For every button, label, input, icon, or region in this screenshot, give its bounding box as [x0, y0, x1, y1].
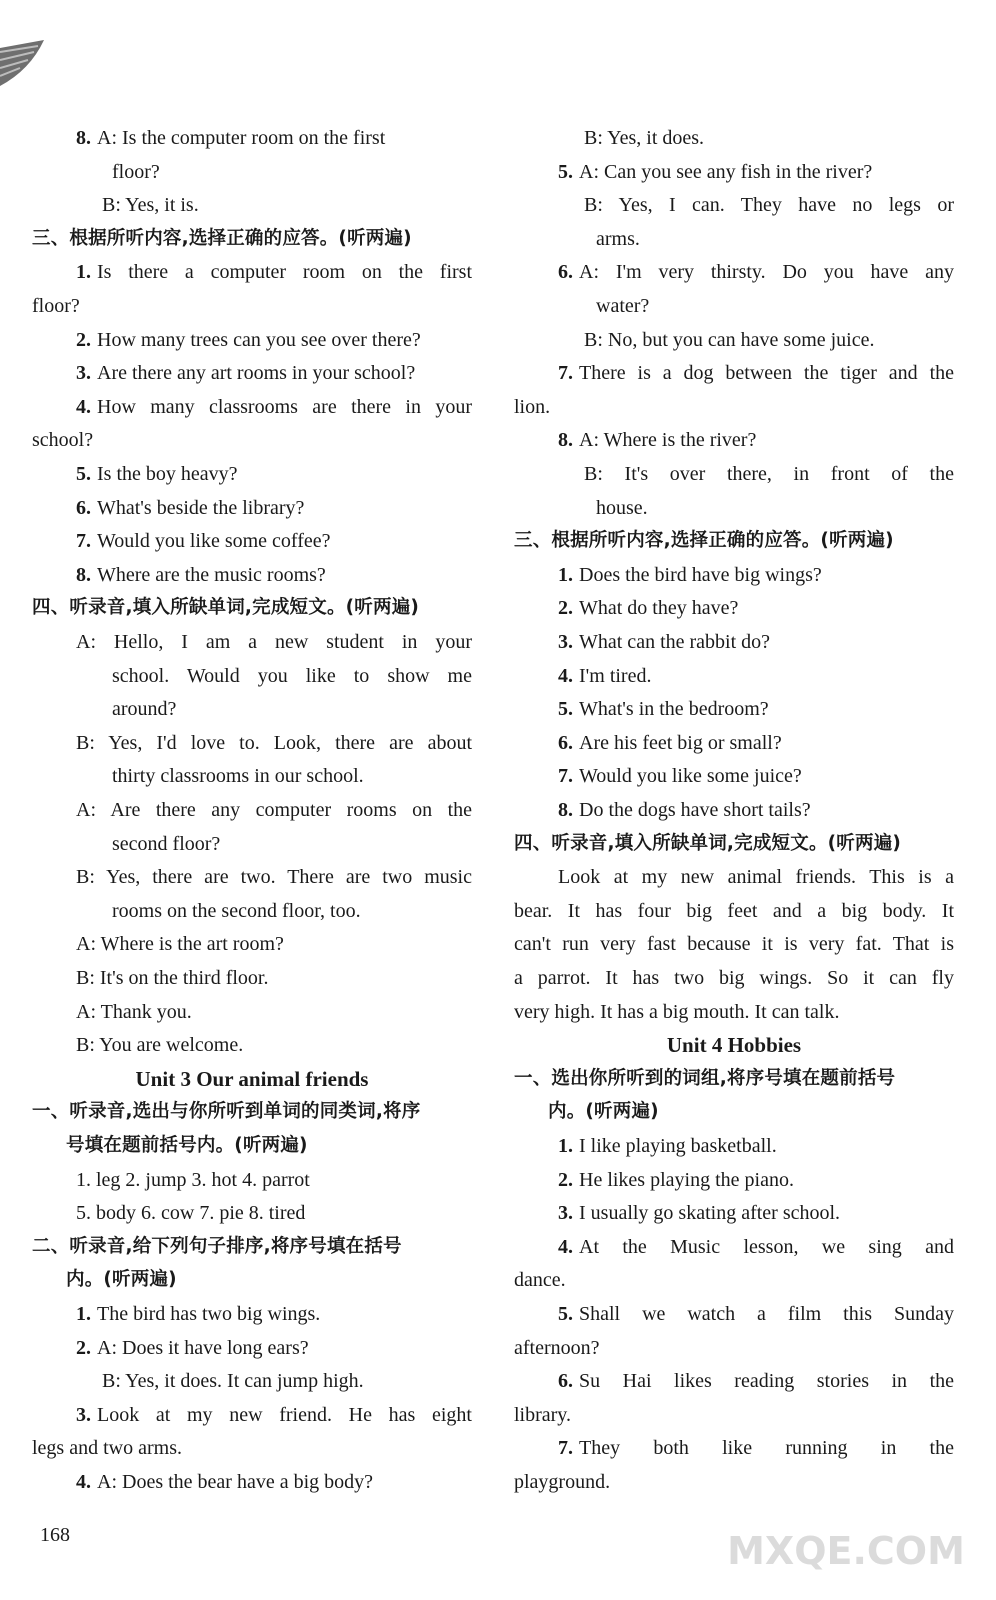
line-text: How many classrooms are there in your [97, 395, 472, 418]
line-text: Is the boy heavy? [97, 463, 238, 485]
item-number: 7. [558, 1437, 573, 1460]
text-line [558, 426, 756, 456]
line-text: A: Does the bear have a big body? [97, 1471, 374, 1493]
line-text: Do the dogs have short tails? [579, 799, 811, 821]
section-heading [32, 594, 419, 624]
line-text: 号填在题前括号内。(听两遍) [66, 1135, 308, 1156]
line-text: Would you like some coffee? [97, 530, 331, 553]
line-text: bear. It has four big feet and a big body. It [514, 899, 954, 922]
text-line [32, 1434, 182, 1464]
text-line [76, 1468, 373, 1498]
text-line [76, 561, 326, 591]
text-line [112, 695, 176, 725]
text-line [558, 863, 954, 893]
item-number: 8. [76, 127, 91, 149]
unit-title [32, 1065, 472, 1095]
text-line [76, 1300, 320, 1330]
text-line [558, 628, 770, 658]
text-line [76, 863, 472, 893]
line-text: house. [596, 496, 648, 519]
watermark-logo [726, 1520, 966, 1578]
section-heading [514, 1065, 895, 1095]
item-number: 8. [558, 429, 573, 452]
text-line [32, 292, 80, 322]
line-text: A: I'm very thirsty. Do you have any [579, 261, 954, 284]
text-line [76, 930, 284, 960]
text-line [76, 494, 304, 524]
line-text: B: Yes, it does. [584, 127, 705, 149]
line-text: B: Yes, I'd love to. Look, there are about [76, 731, 472, 754]
text-line [112, 158, 160, 188]
text-line [514, 393, 550, 423]
section-heading [514, 830, 901, 860]
text-line [514, 964, 954, 994]
line-text: 内。(听两遍) [66, 1269, 177, 1291]
text-line [558, 359, 954, 389]
text-line [112, 897, 361, 927]
line-text: A: Hello, I am a new student in your [76, 631, 472, 653]
item-number: 4. [76, 1471, 91, 1493]
line-text: around? [112, 698, 177, 721]
line-text: Are there any art rooms in your school? [97, 362, 416, 385]
line-text: What's in the bedroom? [579, 698, 769, 721]
line-text: can't run very fast because it is very fat. That is [514, 933, 954, 956]
line-text: 一、选出你所听到的词组,将序号填在题前括号 [514, 1067, 896, 1089]
text-line [558, 1132, 777, 1162]
line-text: rooms on the second floor, too. [112, 899, 361, 922]
item-number: 1. [76, 261, 91, 284]
text-line [514, 1468, 610, 1498]
text-line [558, 762, 802, 792]
item-number: 4. [558, 1235, 573, 1258]
line-text: Shall we watch a film this Sunday [579, 1303, 954, 1325]
line-text: A: Is the computer room on the first [97, 127, 386, 149]
text-line [514, 930, 954, 960]
item-number: 1. [76, 1303, 91, 1325]
text-line [76, 964, 268, 994]
line-text: B: Yes, I can. They have no legs or [584, 194, 954, 217]
line-text: What's beside the library? [97, 496, 305, 519]
text-line [596, 225, 640, 255]
section-heading [514, 527, 894, 557]
text-line [76, 1166, 310, 1196]
text-line [558, 1434, 954, 1464]
text-line [76, 998, 192, 1028]
line-text: 四、听录音,填入所缺单词,完成短文。(听两遍) [514, 832, 902, 854]
item-number: 6. [558, 731, 573, 754]
text-line [76, 124, 385, 154]
line-text: Look at my new friend. He has eight [97, 1403, 472, 1426]
text-line [558, 594, 738, 624]
line-text: school? [32, 429, 94, 452]
line-text: Unit 4 Hobbies [666, 1033, 802, 1058]
line-text: What do they have? [579, 597, 739, 620]
text-line [558, 729, 782, 759]
text-line [558, 662, 651, 692]
text-line [76, 393, 472, 423]
line-text: There is a dog between the tiger and the [579, 362, 954, 385]
line-text: lion. [514, 395, 551, 418]
line-text: water? [596, 295, 650, 317]
item-number: 1. [558, 1135, 573, 1157]
item-number: 4. [76, 395, 91, 418]
line-text: A: Thank you. [76, 1000, 192, 1023]
line-text: 5. body 6. cow 7. pie 8. tired [76, 1202, 306, 1225]
line-text: B: Yes, it does. It can jump high. [102, 1370, 364, 1393]
text-line [596, 494, 648, 524]
line-text: B: Yes, it is. [102, 194, 199, 217]
line-text: Is there a computer room on the first [97, 261, 472, 284]
line-text: I like playing basketball. [579, 1135, 777, 1157]
line-text: floor? [112, 160, 160, 183]
line-text: Where are the music rooms? [97, 563, 326, 586]
item-number: 6. [76, 496, 91, 519]
line-text: A: Can you see any fish in the river? [579, 160, 873, 183]
item-number: 4. [558, 664, 573, 687]
line-text: afternoon? [514, 1336, 600, 1359]
watermark-text: MXQE.COM [727, 1529, 965, 1573]
text-line [112, 830, 220, 860]
line-text: 二、听录音,给下列句子排序,将序号填在括号 [32, 1235, 402, 1257]
section-heading [32, 1098, 420, 1128]
text-line [558, 258, 954, 288]
line-text: a parrot. It has two big wings. So it can fly [514, 967, 954, 989]
text-line [584, 460, 954, 490]
item-number: 3. [76, 362, 91, 385]
text-line [76, 258, 472, 288]
page-number: 168 [40, 1524, 70, 1546]
line-text: library. [514, 1403, 572, 1426]
line-text: 三、根据所听内容,选择正确的应答。(听两遍) [514, 530, 894, 552]
text-line [514, 998, 839, 1028]
line-text: 一、听录音,选出与你所听到单词的同类词,将序 [32, 1101, 421, 1123]
item-number: 5. [558, 1303, 573, 1325]
unit-title [514, 1031, 954, 1061]
text-line [558, 796, 811, 826]
text-line [76, 1401, 472, 1431]
text-line [76, 1031, 243, 1061]
line-text: How many trees can you see over there? [97, 328, 421, 351]
item-number: 6. [558, 261, 573, 284]
line-text: arms. [596, 227, 640, 250]
line-text: 三、根据所听内容,选择正确的应答。(听两遍) [32, 227, 412, 249]
line-text: legs and two arms. [32, 1437, 182, 1460]
text-line [102, 1367, 364, 1397]
item-number: 7. [558, 362, 573, 385]
line-text: B: It's on the third floor. [76, 967, 269, 989]
line-text: B: You are welcome. [76, 1034, 244, 1057]
section-heading [32, 1233, 402, 1263]
text-line [514, 897, 954, 927]
item-number: 3. [558, 631, 573, 653]
line-text: What can the rabbit do? [579, 631, 771, 653]
line-text: floor? [32, 295, 80, 317]
text-line [558, 695, 769, 725]
item-number: 8. [558, 799, 573, 821]
text-line [584, 124, 704, 154]
text-line [112, 762, 364, 792]
text-line [558, 1367, 954, 1397]
item-number: 2. [76, 328, 91, 351]
line-text: B: No, but you can have some juice. [584, 328, 875, 351]
line-text: At the Music lesson, we sing and [579, 1235, 954, 1258]
line-text: very high. It has a big mouth. It can talk. [514, 1000, 840, 1023]
section-heading [66, 1266, 177, 1296]
item-number: 1. [558, 563, 573, 586]
line-text: Unit 3 Our animal friends [135, 1066, 369, 1091]
text-line [76, 729, 472, 759]
line-text: B: It's over there, in front of the [584, 463, 954, 485]
item-number: 5. [558, 698, 573, 721]
line-text: second floor? [112, 832, 221, 855]
line-text: I usually go skating after school. [579, 1202, 841, 1225]
item-number: 7. [76, 530, 91, 553]
line-text: Look at my new animal friends. This is a [558, 866, 954, 889]
text-line [102, 191, 199, 221]
text-line [558, 561, 822, 591]
corner-decoration-icon [0, 40, 50, 88]
line-text: I'm tired. [579, 664, 652, 687]
item-number: 2. [558, 597, 573, 620]
line-text: Are his feet big or small? [579, 731, 782, 754]
line-text: 1. leg 2. jump 3. hot 4. parrot [76, 1168, 310, 1191]
text-line [76, 359, 415, 389]
text-line [514, 1401, 571, 1431]
text-line [76, 628, 472, 658]
line-text: school. Would you like to show me [112, 664, 472, 687]
section-heading [548, 1098, 659, 1128]
text-line [558, 158, 872, 188]
item-number: 3. [76, 1403, 91, 1426]
line-text: A: Does it have long ears? [97, 1336, 309, 1359]
item-number: 7. [558, 765, 573, 788]
text-line [558, 1233, 954, 1263]
text-line [76, 460, 238, 490]
section-heading [66, 1132, 308, 1162]
line-text: A: Are there any computer rooms on the [76, 799, 472, 821]
text-line [596, 292, 649, 322]
text-line [76, 527, 331, 557]
line-text: Would you like some juice? [579, 765, 802, 788]
item-number: 3. [558, 1202, 573, 1225]
item-number: 8. [76, 563, 91, 586]
line-text: A: Where is the river? [579, 429, 757, 452]
text-line [558, 1199, 840, 1229]
text-line [76, 1334, 309, 1364]
text-line [76, 326, 421, 356]
text-line [514, 1334, 600, 1364]
text-line [514, 1266, 566, 1296]
line-text: dance. [514, 1269, 566, 1292]
text-line [32, 426, 93, 456]
line-text: Does the bird have big wings? [579, 563, 822, 586]
line-text: A: Where is the art room? [76, 933, 284, 956]
item-number: 6. [558, 1370, 573, 1393]
section-heading [32, 225, 412, 255]
text-line [76, 796, 472, 826]
item-number: 2. [76, 1336, 91, 1359]
text-line [558, 1166, 794, 1196]
text-line [112, 662, 472, 692]
item-number: 5. [558, 160, 573, 183]
line-text: B: Yes, there are two. There are two music [76, 866, 472, 889]
line-text: Su Hai likes reading stories in the [579, 1370, 954, 1393]
line-text: thirty classrooms in our school. [112, 765, 364, 788]
line-text: 内。(听两遍) [548, 1101, 659, 1123]
item-number: 5. [76, 463, 91, 485]
text-line [584, 191, 954, 221]
text-line [558, 1300, 954, 1330]
line-text: playground. [514, 1471, 611, 1493]
text-line [76, 1199, 305, 1229]
item-number: 2. [558, 1168, 573, 1191]
line-text: He likes playing the piano. [579, 1168, 794, 1191]
line-text: The bird has two big wings. [97, 1303, 321, 1325]
text-line [584, 326, 875, 356]
line-text: 四、听录音,填入所缺单词,完成短文。(听两遍) [32, 597, 420, 619]
line-text: They both like running in the [579, 1437, 954, 1460]
